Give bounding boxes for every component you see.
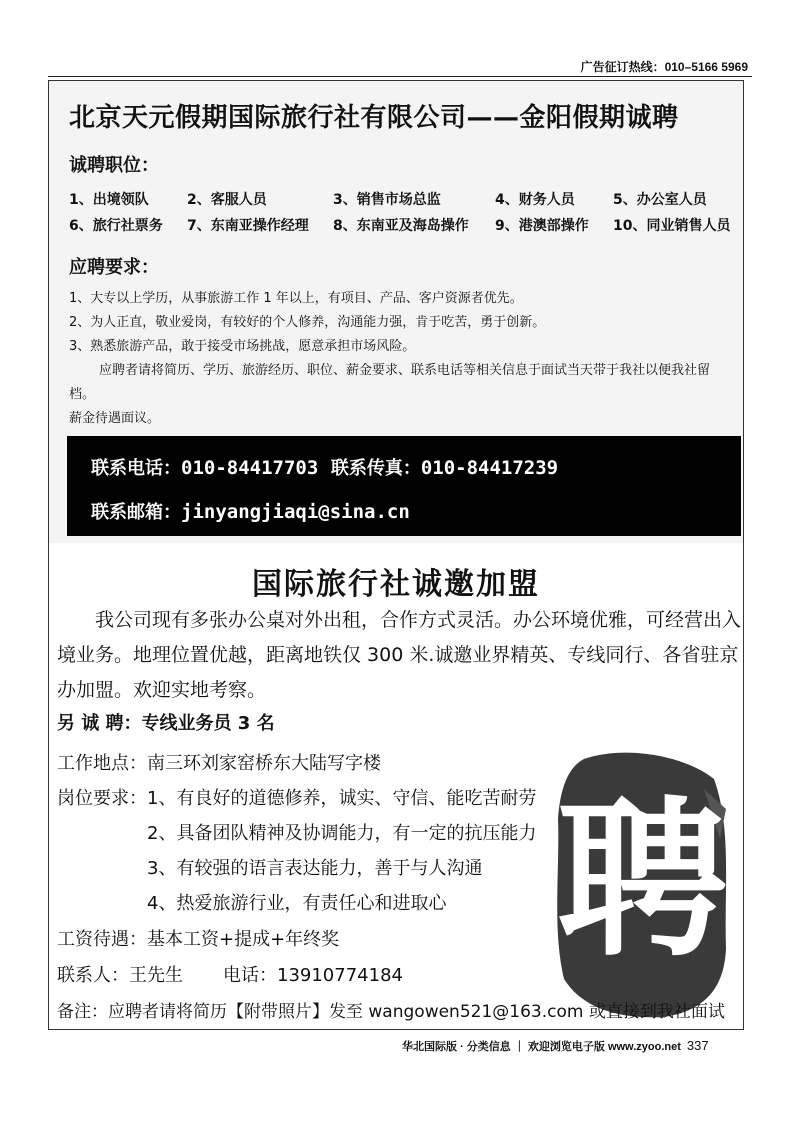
requirement-item: 2、为人正直，敬业爱岗，有较好的个人修养，沟通能力强，肯于吃苦，勇于创新。: [69, 315, 546, 330]
franchise-text: 我公司现有多张办公桌对外出租，合作方式灵活。办公环境优雅，可经营出入境业务。地理位置优越，距离地铁仅 300 米.诚邀业界精英、专线同行、各省驻京办加盟。欢迎实地考察。: [57, 609, 742, 701]
application-remark: 备注：应聘者请将简历【附带照片】发至 wangowen521@163.com 或直接到我社面试: [57, 1002, 725, 1022]
requirements-list: [69, 287, 729, 431]
work-location: 工作地点：南三环刘家窑桥东大陆写字楼: [57, 753, 381, 774]
position-item: 7、东南亚操作经理: [187, 218, 309, 234]
position-item: 8、东南亚及海岛操作: [333, 218, 469, 234]
ad-hotline: 广告征订热线：010–5166 5969: [580, 60, 748, 74]
position-item: 2、客服人员: [187, 192, 267, 208]
contact-phone: 电话：13910774184: [223, 965, 403, 986]
job-requirement: 1、有良好的道德修养，诚实、守信、能吃苦耐劳: [147, 788, 537, 809]
application-note: 应聘者请将简历、学历、旅游经历、职位、薪金要求、联系电话等相关信息于面试当天带于我社以便我社留档。: [69, 363, 711, 402]
recruitment-ad: [49, 81, 743, 543]
phone-number: 010-84417703: [181, 457, 319, 479]
salary-note: 薪金待遇面议。: [69, 411, 161, 426]
extra-hire: 另 诚 聘：专线业务员 3 名: [57, 713, 275, 734]
job-requirements-label: 岗位要求：: [57, 788, 147, 809]
position-item: 10、同业销售人员: [613, 218, 731, 234]
contact-email-row: [91, 498, 410, 524]
footer-text: 华北国际版 · 分类信息 ｜ 欢迎浏览电子版 www.zyoo.net: [402, 1041, 681, 1053]
hire-stamp-icon: [554, 749, 729, 1019]
contact-box: [67, 436, 741, 536]
top-rule: [48, 76, 752, 77]
email-address[interactable]: jinyangjiaqi@sina.cn: [181, 501, 410, 523]
phone-label: 联系电话：: [91, 458, 181, 479]
job-requirement: 3、有较强的语言表达能力，善于与人沟通: [147, 858, 483, 879]
contact-person: 联系人：王先生: [57, 965, 183, 986]
fax-number: 010-84417239: [420, 457, 559, 479]
ad-title: 北京天元假期国际旅行社有限公司——金阳假期诚聘: [69, 103, 679, 133]
stamp-char: 聘: [556, 780, 728, 980]
fax-label: 联系传真：: [330, 458, 421, 479]
page-footer: [402, 1038, 709, 1054]
job-requirement: 2、具备团队精神及协调能力，有一定的抗压能力: [147, 823, 537, 844]
page-number: 337: [686, 1038, 709, 1053]
positions-heading: 诚聘职位：: [69, 155, 159, 176]
position-item: 6、旅行社票务: [69, 218, 163, 234]
positions-list: [69, 189, 729, 235]
franchise-paragraph: [57, 603, 743, 708]
position-item: 4、财务人员: [495, 192, 575, 208]
position-item: 3、销售市场总监: [333, 192, 441, 208]
position-item: 9、港澳部操作: [495, 218, 589, 234]
position-item: 1、出境领队: [69, 192, 149, 208]
franchise-title: 国际旅行社诚邀加盟: [252, 567, 540, 602]
email-label: 联系邮箱：: [91, 502, 181, 523]
requirements-heading: 应聘要求：: [69, 257, 159, 278]
contact-phone-row: [91, 454, 558, 480]
position-item: 5、办公室人员: [613, 192, 707, 208]
requirement-item: 3、熟悉旅游产品，敢于接受市场挑战，愿意承担市场风险。: [69, 339, 416, 354]
pay-info: 工资待遇：基本工资+提成+年终奖: [57, 929, 340, 950]
job-requirement: 4、热爱旅游行业，有责任心和进取心: [147, 893, 447, 914]
requirement-item: 1、大专以上学历，从事旅游工作 1 年以上，有项目、产品、客户资源者优先。: [69, 291, 523, 306]
ad-frame: [48, 80, 744, 1030]
